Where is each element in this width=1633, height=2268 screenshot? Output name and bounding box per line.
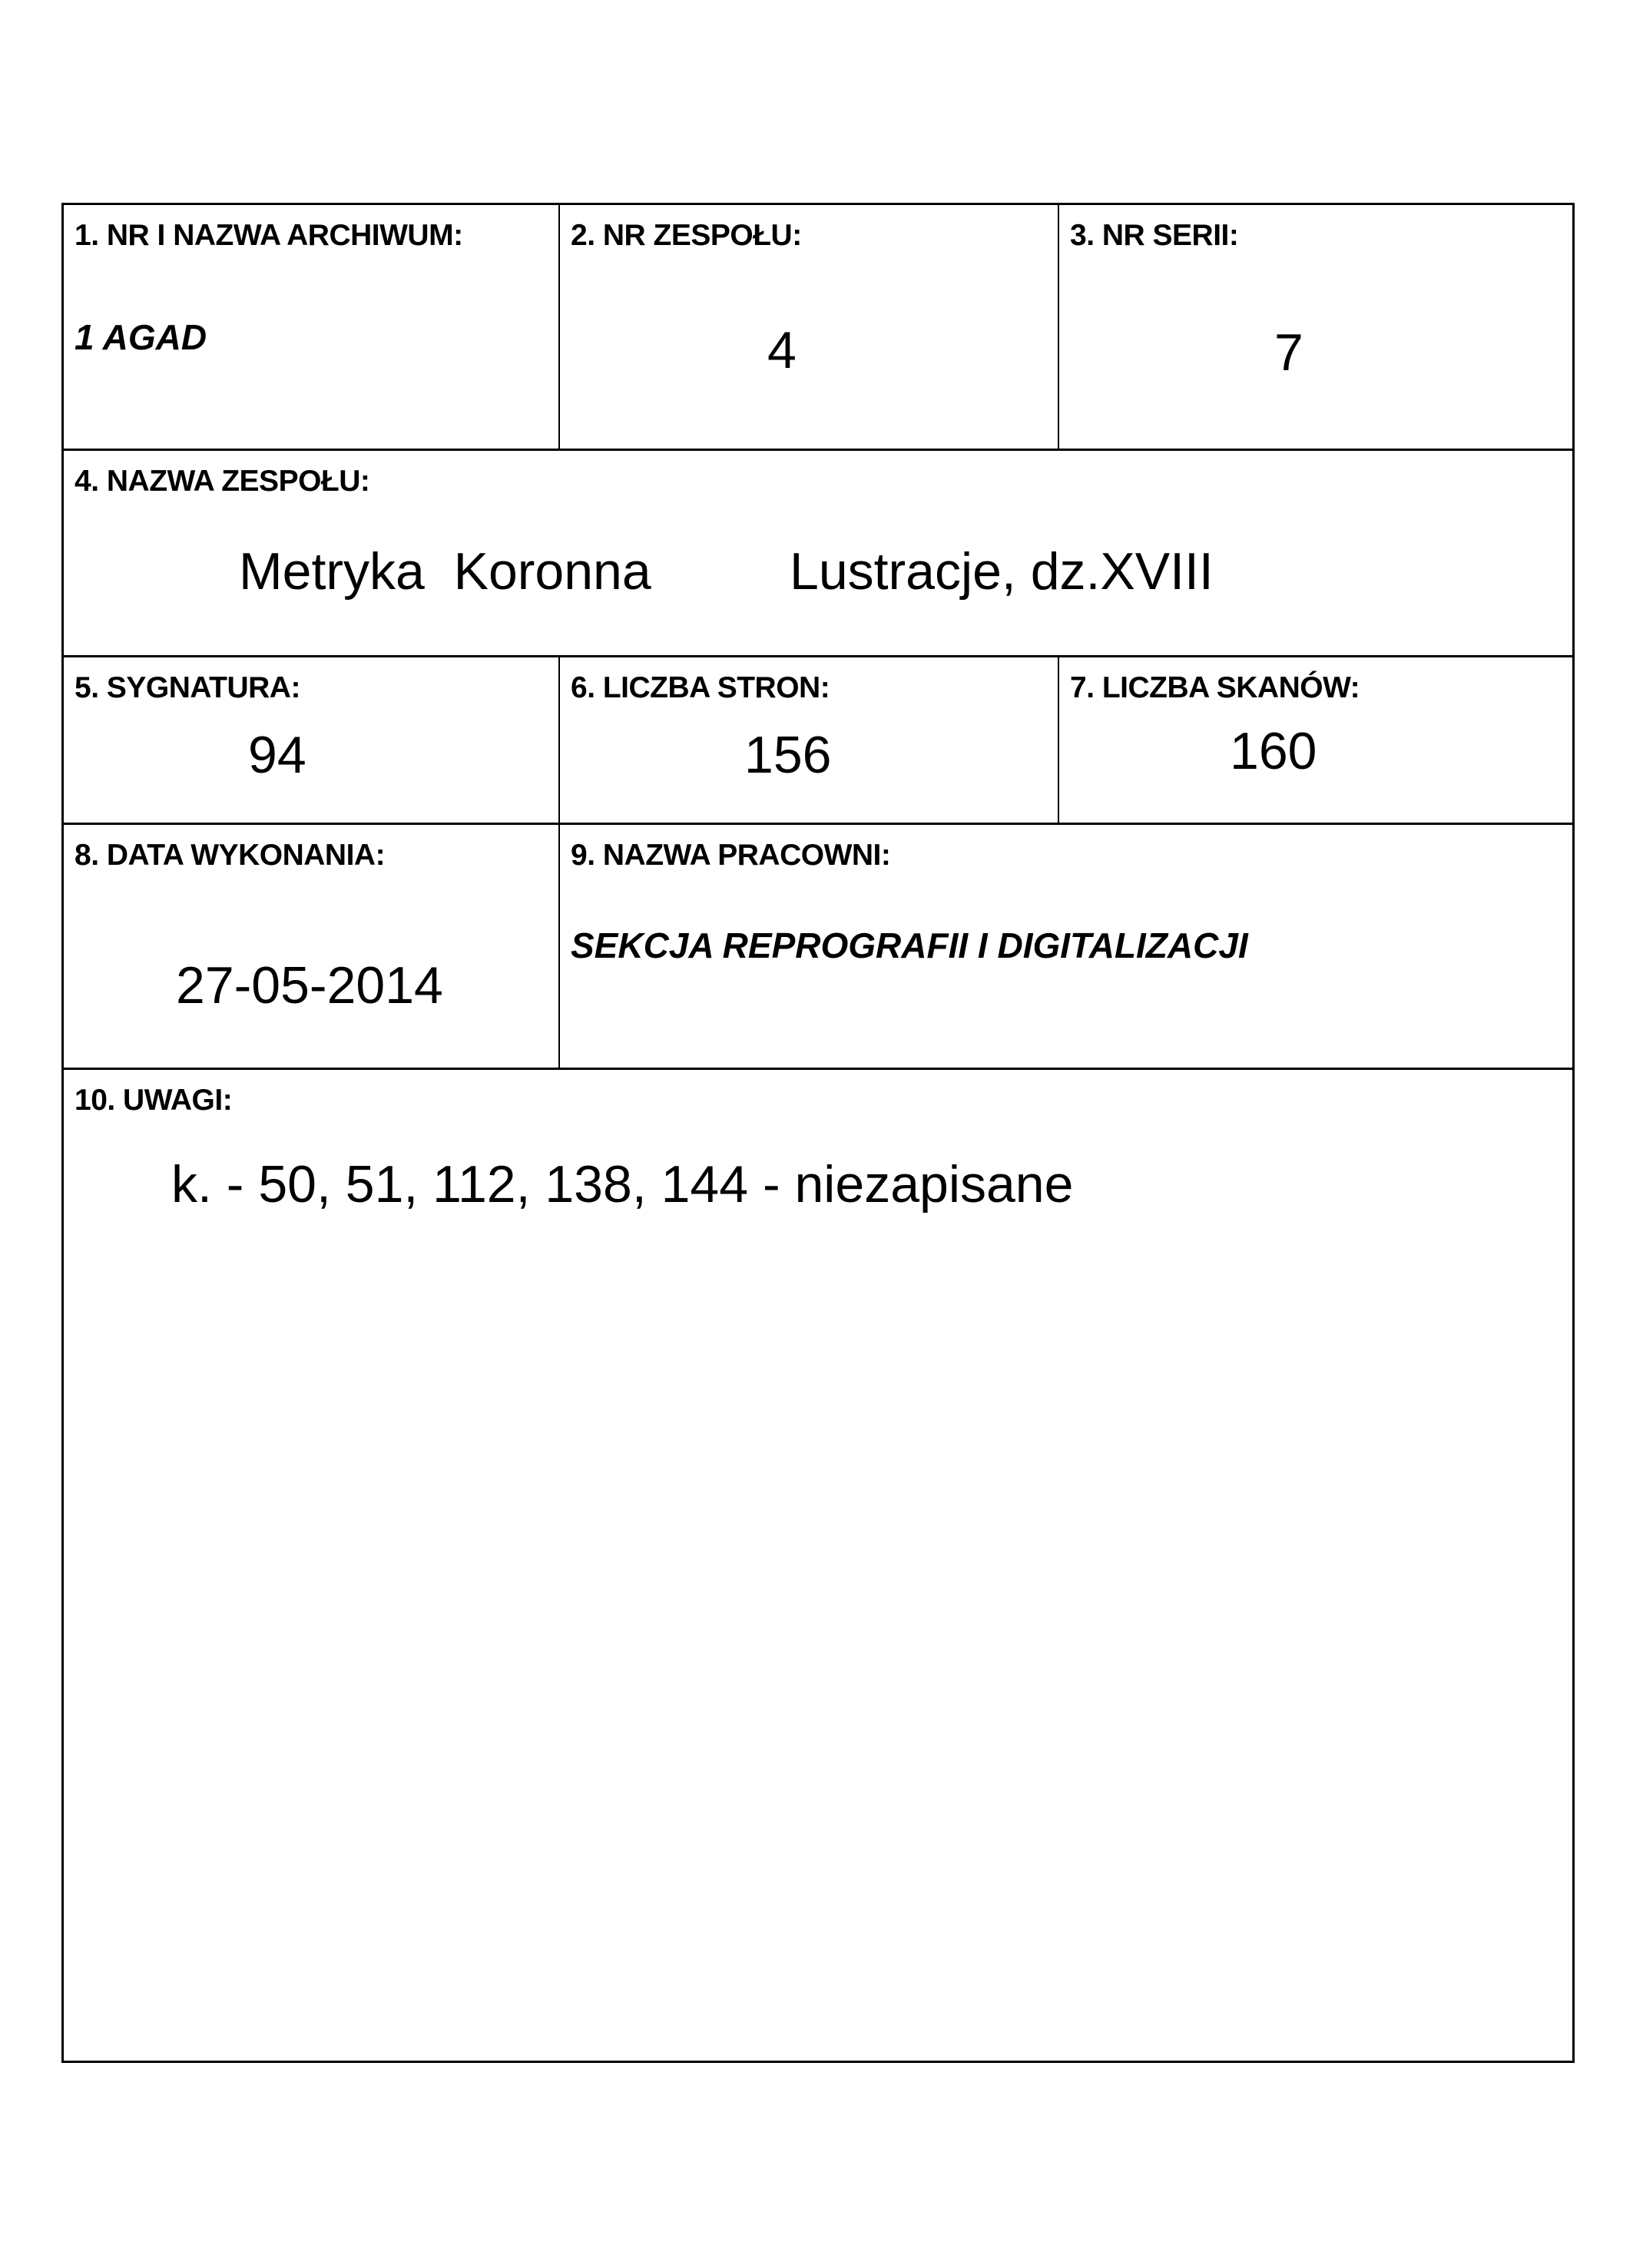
field-value-part1: Metryka Koronna [239,542,651,601]
field-label: 6. LICZBA STRON: [571,671,830,704]
field-value: 1 AGAD [75,317,207,357]
field-fonds-name [64,451,1572,655]
field-label: 4. NAZWA ZESPOŁU: [75,465,370,498]
field-label: 1. NR I NAZWA ARCHIWUM: [75,219,463,252]
field-series-number [1059,205,1572,449]
field-value: 94 [248,726,306,784]
field-label: 3. NR SERII: [1070,219,1239,252]
field-value: 7 [1274,323,1303,382]
field-date [64,825,558,1068]
field-label: 7. LICZBA SKANÓW: [1070,671,1360,704]
field-scan-count [1059,657,1572,823]
field-value-part2: Lustracje, dz.XVIII [790,542,1214,601]
field-value: 156 [744,726,832,784]
field-label: 8. DATA WYKONANIA: [75,839,386,872]
field-value: 160 [1230,722,1317,780]
field-label: 5. SYGNATURA: [75,671,300,704]
field-label: 2. NR ZESPOŁU: [571,219,802,252]
field-remarks [64,1070,1572,2061]
field-archive [64,205,558,449]
field-label: 10. UWAGI: [75,1084,233,1117]
metadata-form [61,203,1575,2063]
field-value: k. - 50, 51, 112, 138, 144 - niezapisane [171,1155,1074,1213]
field-label: 9. NAZWA PRACOWNI: [571,839,891,872]
field-signature [64,657,558,823]
field-value: SEKCJA REPROGRAFII I DIGITALIZACJI [571,925,1248,965]
field-page-count [560,657,1058,823]
field-value: 27-05-2014 [176,956,443,1015]
field-workshop-name [560,825,1572,1068]
field-fonds-number [560,205,1058,449]
field-value: 4 [767,321,797,379]
